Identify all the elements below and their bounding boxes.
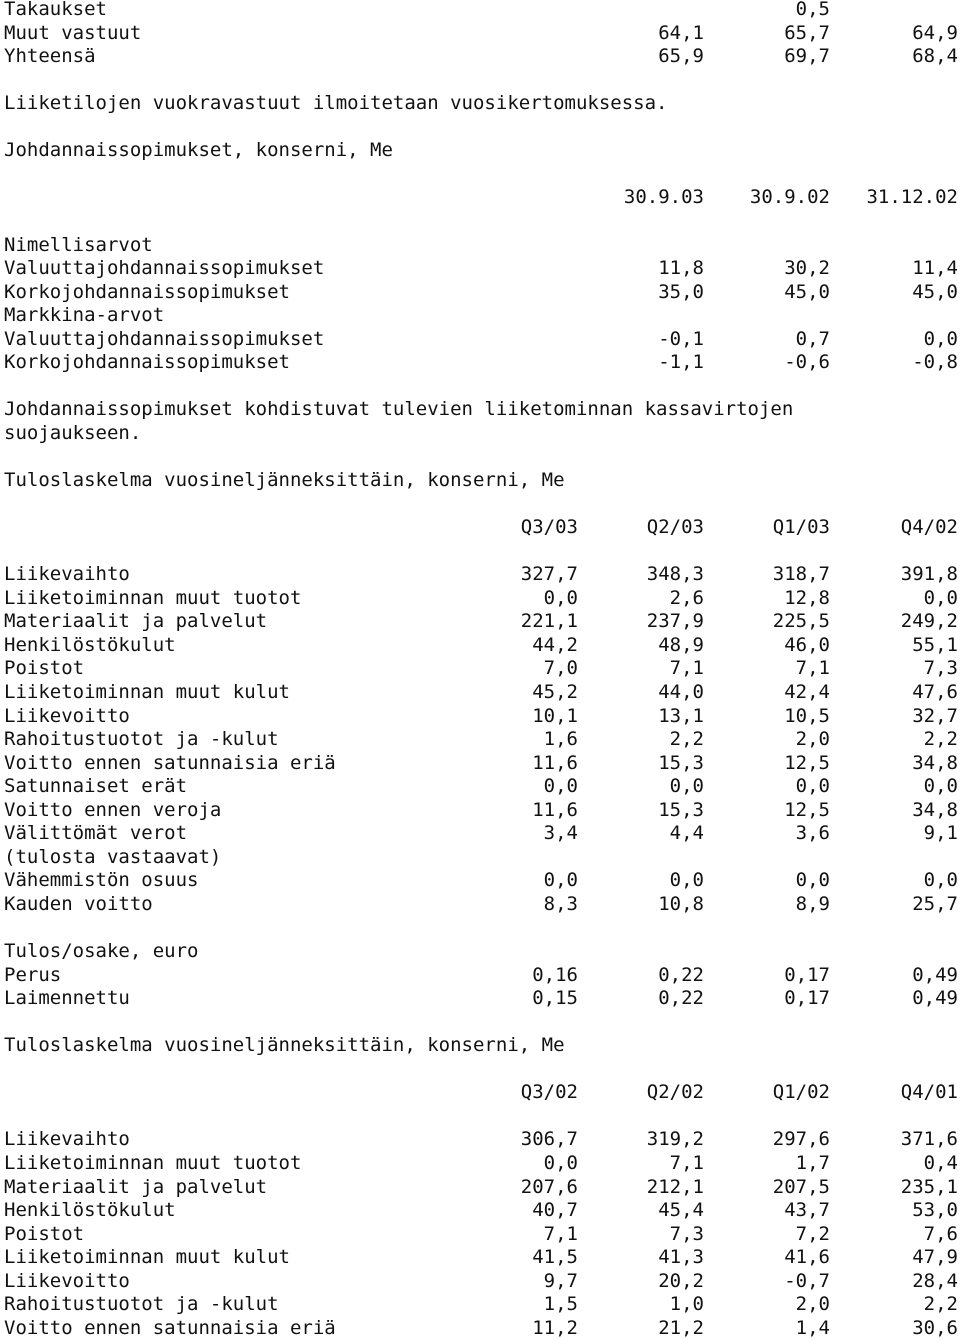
- row-value: 297,6: [772, 1128, 830, 1151]
- note-label: Johdannaissopimukset kohdistuvat tulevien liiketominnan kassavirtojen: [4, 398, 794, 421]
- row-value: 32,7: [912, 704, 958, 727]
- row-value: 2,6: [669, 586, 704, 609]
- table-row: [4, 681, 958, 703]
- table-row: [4, 822, 958, 844]
- row-value: 40,7: [532, 1199, 578, 1222]
- row-label: Voitto ennen veroja: [4, 798, 222, 821]
- table-row: [4, 1176, 958, 1198]
- table-row: [4, 775, 958, 797]
- row-value: 0,15: [532, 987, 578, 1010]
- row-value: 30,2: [784, 257, 830, 280]
- section-title-text: Tuloslaskelma vuosineljänneksittäin, konserni, Me: [4, 1034, 565, 1057]
- row-label: Välittömät verot: [4, 822, 188, 845]
- table-row: [4, 1223, 958, 1245]
- table-row: [4, 281, 958, 303]
- row-value: 1,5: [543, 1293, 578, 1316]
- table-row: [4, 987, 958, 1009]
- note-text: [4, 422, 958, 444]
- row-label: Valuuttajohdannaissopimukset: [4, 327, 325, 350]
- row-value: 12,5: [784, 751, 830, 774]
- row-value: 0,0: [923, 327, 958, 350]
- row-value: 44,0: [658, 680, 704, 703]
- row-value: 15,3: [658, 751, 704, 774]
- row-value: -0,1: [658, 327, 704, 350]
- table-row: [4, 610, 958, 632]
- row-label: Henkilöstökulut: [4, 633, 176, 656]
- row-label: Materiaalit ja palvelut: [4, 1175, 268, 1198]
- table-row: [4, 728, 958, 750]
- row-value: 207,6: [520, 1175, 578, 1198]
- column-headers: [4, 186, 958, 208]
- row-value: 2,2: [923, 728, 958, 751]
- row-value: 43,7: [784, 1199, 830, 1222]
- row-value: 0,5: [795, 0, 830, 20]
- row-value: 45,0: [912, 280, 958, 303]
- row-value: 249,2: [900, 610, 958, 633]
- row-value: 65,7: [784, 21, 830, 44]
- table-row: [4, 893, 958, 915]
- row-value: 41,5: [532, 1246, 578, 1269]
- row-value: 1,0: [669, 1293, 704, 1316]
- row-value: 391,8: [900, 563, 958, 586]
- row-value: 3,6: [795, 822, 830, 845]
- column-header: 30.9.03: [623, 186, 704, 209]
- column-header: 30.9.02: [749, 186, 830, 209]
- column-header: Q2/02: [646, 1081, 704, 1104]
- column-header: Q3/02: [520, 1081, 578, 1104]
- row-label: Voitto ennen satunnaisia eriä: [4, 1316, 336, 1339]
- row-value: 20,2: [658, 1269, 704, 1292]
- row-value: 7,6: [923, 1222, 958, 1245]
- row-label: Liiketoiminnan muut kulut: [4, 680, 290, 703]
- row-value: 10,5: [784, 704, 830, 727]
- row-value: 48,9: [658, 633, 704, 656]
- table-row: [4, 22, 958, 44]
- row-value: 28,4: [912, 1269, 958, 1292]
- row-value: 7,1: [543, 1222, 578, 1245]
- row-value: 0,0: [543, 869, 578, 892]
- row-value: 7,1: [669, 657, 704, 680]
- row-value: 11,6: [532, 798, 578, 821]
- section-title-text: Johdannaissopimukset, konserni, Me: [4, 139, 393, 162]
- row-value: 55,1: [912, 633, 958, 656]
- note-label: Liiketilojen vuokravastuut ilmoitetaan vuosikertomuksessa.: [4, 92, 668, 115]
- row-value: 44,2: [532, 633, 578, 656]
- row-label: Liikevaihto: [4, 563, 130, 586]
- row-label: Korkojohdannaissopimukset: [4, 280, 290, 303]
- row-value: 3,4: [543, 822, 578, 845]
- note-text: [4, 398, 958, 420]
- row-value: 7,2: [795, 1222, 830, 1245]
- row-value: 35,0: [658, 280, 704, 303]
- row-label: Voitto ennen satunnaisia eriä: [4, 751, 336, 774]
- table-row: [4, 657, 958, 679]
- section-title: [4, 469, 958, 491]
- row-value: 371,6: [900, 1128, 958, 1151]
- row-label: Henkilöstökulut: [4, 1199, 176, 1222]
- row-value: 12,8: [784, 586, 830, 609]
- row-value: 327,7: [520, 563, 578, 586]
- row-value: 0,0: [669, 775, 704, 798]
- row-value: 0,0: [795, 869, 830, 892]
- row-value: -0,6: [784, 351, 830, 374]
- row-value: 237,9: [646, 610, 704, 633]
- row-value: 1,6: [543, 728, 578, 751]
- column-header: 31.12.02: [866, 186, 958, 209]
- row-label: Liiketoiminnan muut tuotot: [4, 1151, 302, 1174]
- row-value: 0,0: [923, 775, 958, 798]
- row-value: 1,4: [795, 1316, 830, 1339]
- row-value: -0,7: [784, 1269, 830, 1292]
- row-value: 0,0: [795, 775, 830, 798]
- row-value: 225,5: [772, 610, 830, 633]
- table-row: [4, 587, 958, 609]
- row-value: 25,7: [912, 892, 958, 915]
- row-value: 46,0: [784, 633, 830, 656]
- row-label: Poistot: [4, 1222, 85, 1245]
- row-value: 7,1: [669, 1151, 704, 1174]
- subsection-title: [4, 940, 958, 962]
- row-value: 47,6: [912, 680, 958, 703]
- row-value: 68,4: [912, 45, 958, 68]
- row-value: 0,17: [784, 987, 830, 1010]
- row-label: Takaukset: [4, 0, 107, 20]
- row-label: Laimennettu: [4, 987, 130, 1010]
- row-value: 30,6: [912, 1316, 958, 1339]
- column-header: Q4/01: [900, 1081, 958, 1104]
- row-value: 45,4: [658, 1199, 704, 1222]
- row-value: 0,0: [543, 775, 578, 798]
- row-label: Liikevaihto: [4, 1128, 130, 1151]
- row-label: Vähemmistön osuus: [4, 869, 199, 892]
- row-value: 7,0: [543, 657, 578, 680]
- row-value: 0,0: [923, 869, 958, 892]
- row-label: Liikevoitto: [4, 704, 130, 727]
- table-row: [4, 1270, 958, 1292]
- column-header: Q1/03: [772, 516, 830, 539]
- row-value: 4,4: [669, 822, 704, 845]
- table-row: [4, 1152, 958, 1174]
- row-label: Perus: [4, 963, 62, 986]
- table-row: [4, 1128, 958, 1150]
- row-label: Rahoitustuotot ja -kulut: [4, 728, 279, 751]
- row-value: 11,8: [658, 257, 704, 280]
- row-value: 306,7: [520, 1128, 578, 1151]
- row-value: 45,0: [784, 280, 830, 303]
- row-value: 53,0: [912, 1199, 958, 1222]
- table-row: [4, 752, 958, 774]
- section-title: [4, 139, 958, 161]
- table-row: [4, 1199, 958, 1221]
- column-header: Q2/03: [646, 516, 704, 539]
- row-value: 65,9: [658, 45, 704, 68]
- row-label: Liiketoiminnan muut kulut: [4, 1246, 290, 1269]
- row-value: 47,9: [912, 1246, 958, 1269]
- row-value: 0,22: [658, 963, 704, 986]
- row-value: 41,6: [784, 1246, 830, 1269]
- row-value: 221,1: [520, 610, 578, 633]
- row-label: Liikevoitto: [4, 1269, 130, 1292]
- row-value: 34,8: [912, 798, 958, 821]
- row-value: 9,1: [923, 822, 958, 845]
- table-row: [4, 563, 958, 585]
- row-value: 207,5: [772, 1175, 830, 1198]
- row-value: 0,17: [784, 963, 830, 986]
- row-value: -1,1: [658, 351, 704, 374]
- row-label: Liiketoiminnan muut tuotot: [4, 586, 302, 609]
- row-value: 64,9: [912, 21, 958, 44]
- row-value: 0,16: [532, 963, 578, 986]
- row-label: Materiaalit ja palvelut: [4, 610, 268, 633]
- column-header: Q4/02: [900, 516, 958, 539]
- row-value: 0,0: [543, 1151, 578, 1174]
- row-value: 319,2: [646, 1128, 704, 1151]
- row-value: 13,1: [658, 704, 704, 727]
- table-row: [4, 0, 958, 20]
- row-value: 0,0: [923, 586, 958, 609]
- row-value: 11,6: [532, 751, 578, 774]
- table-row: [4, 1246, 958, 1268]
- row-value: 11,4: [912, 257, 958, 280]
- row-value: 15,3: [658, 798, 704, 821]
- row-label: Nimellisarvot: [4, 233, 153, 256]
- row-value: 212,1: [646, 1175, 704, 1198]
- table-row: [4, 45, 958, 67]
- table-row: [4, 351, 958, 373]
- row-value: 2,2: [923, 1293, 958, 1316]
- row-label: Yhteensä: [4, 45, 96, 68]
- row-value: 235,1: [900, 1175, 958, 1198]
- table-row: [4, 1293, 958, 1315]
- table-row: [4, 234, 958, 256]
- row-label: Kauden voitto: [4, 892, 153, 915]
- subsection-title-text: Tulos/osake, euro: [4, 940, 199, 962]
- row-value: 7,3: [669, 1222, 704, 1245]
- table-row: [4, 846, 958, 868]
- row-value: 7,1: [795, 657, 830, 680]
- row-value: 0,4: [923, 1151, 958, 1174]
- column-header: Q3/03: [520, 516, 578, 539]
- row-value: 348,3: [646, 563, 704, 586]
- row-value: 2,2: [669, 728, 704, 751]
- row-value: 45,2: [532, 680, 578, 703]
- table-row: [4, 328, 958, 350]
- section-title: [4, 1034, 958, 1056]
- row-label: Korkojohdannaissopimukset: [4, 351, 290, 374]
- row-value: 21,2: [658, 1316, 704, 1339]
- row-value: 8,3: [543, 892, 578, 915]
- row-value: 69,7: [784, 45, 830, 68]
- row-value: 2,0: [795, 728, 830, 751]
- column-headers: [4, 1081, 958, 1103]
- row-value: 10,1: [532, 704, 578, 727]
- table-row: [4, 634, 958, 656]
- row-value: -0,8: [912, 351, 958, 374]
- row-label: (tulosta vastaavat): [4, 845, 222, 868]
- row-value: 0,7: [795, 327, 830, 350]
- row-value: 41,3: [658, 1246, 704, 1269]
- row-value: 10,8: [658, 892, 704, 915]
- table-row: [4, 1317, 958, 1339]
- row-value: 0,0: [669, 869, 704, 892]
- row-value: 34,8: [912, 751, 958, 774]
- row-value: 0,49: [912, 963, 958, 986]
- table-row: [4, 964, 958, 986]
- row-value: 8,9: [795, 892, 830, 915]
- table-row: [4, 705, 958, 727]
- note-label: suojaukseen.: [4, 421, 142, 444]
- row-value: 7,3: [923, 657, 958, 680]
- table-row: [4, 304, 958, 326]
- row-value: 64,1: [658, 21, 704, 44]
- row-value: 0,22: [658, 987, 704, 1010]
- row-label: Poistot: [4, 657, 85, 680]
- row-value: 12,5: [784, 798, 830, 821]
- row-value: 42,4: [784, 680, 830, 703]
- row-value: 1,7: [795, 1151, 830, 1174]
- column-header: Q1/02: [772, 1081, 830, 1104]
- row-value: 9,7: [543, 1269, 578, 1292]
- column-headers: [4, 516, 958, 538]
- note-text: [4, 92, 958, 114]
- table-row: [4, 799, 958, 821]
- row-value: 0,0: [543, 586, 578, 609]
- row-value: 318,7: [772, 563, 830, 586]
- row-label: Valuuttajohdannaissopimukset: [4, 257, 325, 280]
- row-label: Markkina-arvot: [4, 304, 165, 327]
- row-value: 0,49: [912, 987, 958, 1010]
- row-value: 11,2: [532, 1316, 578, 1339]
- row-value: 2,0: [795, 1293, 830, 1316]
- table-row: [4, 869, 958, 891]
- row-label: Muut vastuut: [4, 21, 142, 44]
- table-row: [4, 257, 958, 279]
- section-title-text: Tuloslaskelma vuosineljänneksittäin, konserni, Me: [4, 469, 565, 491]
- row-label: Rahoitustuotot ja -kulut: [4, 1293, 279, 1316]
- row-label: Satunnaiset erät: [4, 775, 188, 798]
